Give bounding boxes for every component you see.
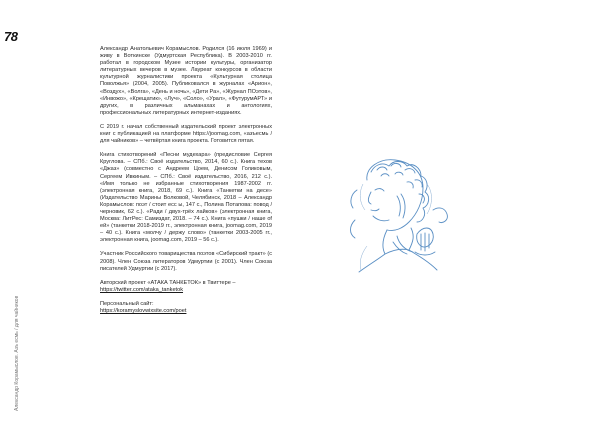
nose <box>368 192 371 204</box>
bio-paragraph-4: Участник Российского товарищества поэтов «Сибирский тракт» (с 2008). Член Союза литераторов Удмуртии (с 2001). Член Союза писателей Удмуртии (с 2017). <box>100 251 272 272</box>
eye <box>375 189 384 191</box>
site-link[interactable]: https://koramyslovwixsite.com/poet <box>100 308 187 314</box>
site-paragraph <box>100 301 272 315</box>
bio-paragraph-3: Книга стихотворений «Песни мудехара» (предисловие Сергея Круглова. – СПб.: Своё издательство, 2014, 60 с.). Книга техов «Джаз» (совместно с Андреем Цоем, Денисом Голиковым, Сергеем Ивкиным. – СПб.: Своё издательство, 2016, 212 с.). «Имя только не избранные стихотворения 1987-2002 гг. (электронная книга, 2018, 69 с.). Книга «Танкетки на десе» (Издательство Марины Волковой, Челябинск, 2018 – Александр Корамыслов: поэт / стоит есс ы, 147 с., Полина Потапова: повод / черновик, 62 с.). «Ради / двух-трёх лайков» (электронная книга, Москва: ЛитРес: Самиздат, 2018. – 74 с.). Книга «пушки / наше of ей» (танкетки 2018-2019 гг., электронная книга, joomag.com, 2019 – 40 с.). Книга «молчу / держу слово» (танкетки 2003-2005 гг., электронная книга, joomag.com, 2019 – 56 с.). <box>100 152 272 244</box>
bio-paragraph-2: С 2019 г. начал собственный издательский проект электронных книг с публикацией на платформе https://joomag.com, «азъесмь / для чайников» – четвёртая книга проекта. Готовится пятая. <box>100 123 272 145</box>
bio-paragraph-1: Александр Анатольевич Корамыслов. Родился (16 июля 1969) и живу в Воткинске (Удмуртская Республика). В 2003-2010 гг. работал в городском Музее истории культуры, организатор литературных вечеров в музее. Лауреат конкурсов в области культурной журналистики проекта «Культурная столица Поволжья» (2004, 2005). Публиковался в журналах «Арион», «Воздух», «Волга», «День и ночь», «Дети Ра», «Журнал ПОэтов», «Инвожо», «Крещатик», «Луч», «Соло», «Урал», «ФутурумАРТ» и других, в различных альманахах и антологиях, профессиональных литературных интернет-изданиях. <box>100 46 272 116</box>
site-label: Персональный сайт: <box>100 300 154 307</box>
running-footer <box>10 205 22 420</box>
bio-column <box>100 46 272 322</box>
twitter-link[interactable]: https://twitter.com/ataka_tanketok <box>100 286 184 293</box>
mouth <box>371 209 379 211</box>
page-number: 78 <box>4 29 18 44</box>
face-outline <box>367 160 423 231</box>
portrait-illustration <box>337 150 459 278</box>
spine-text: Александр Корамыслов. Азъ есмь / для чайников <box>14 295 20 411</box>
twitter-text: Авторский проект «АТАКА ТАНКЕТОК» в Твиттере – <box>100 279 236 286</box>
twitter-paragraph <box>100 280 272 294</box>
